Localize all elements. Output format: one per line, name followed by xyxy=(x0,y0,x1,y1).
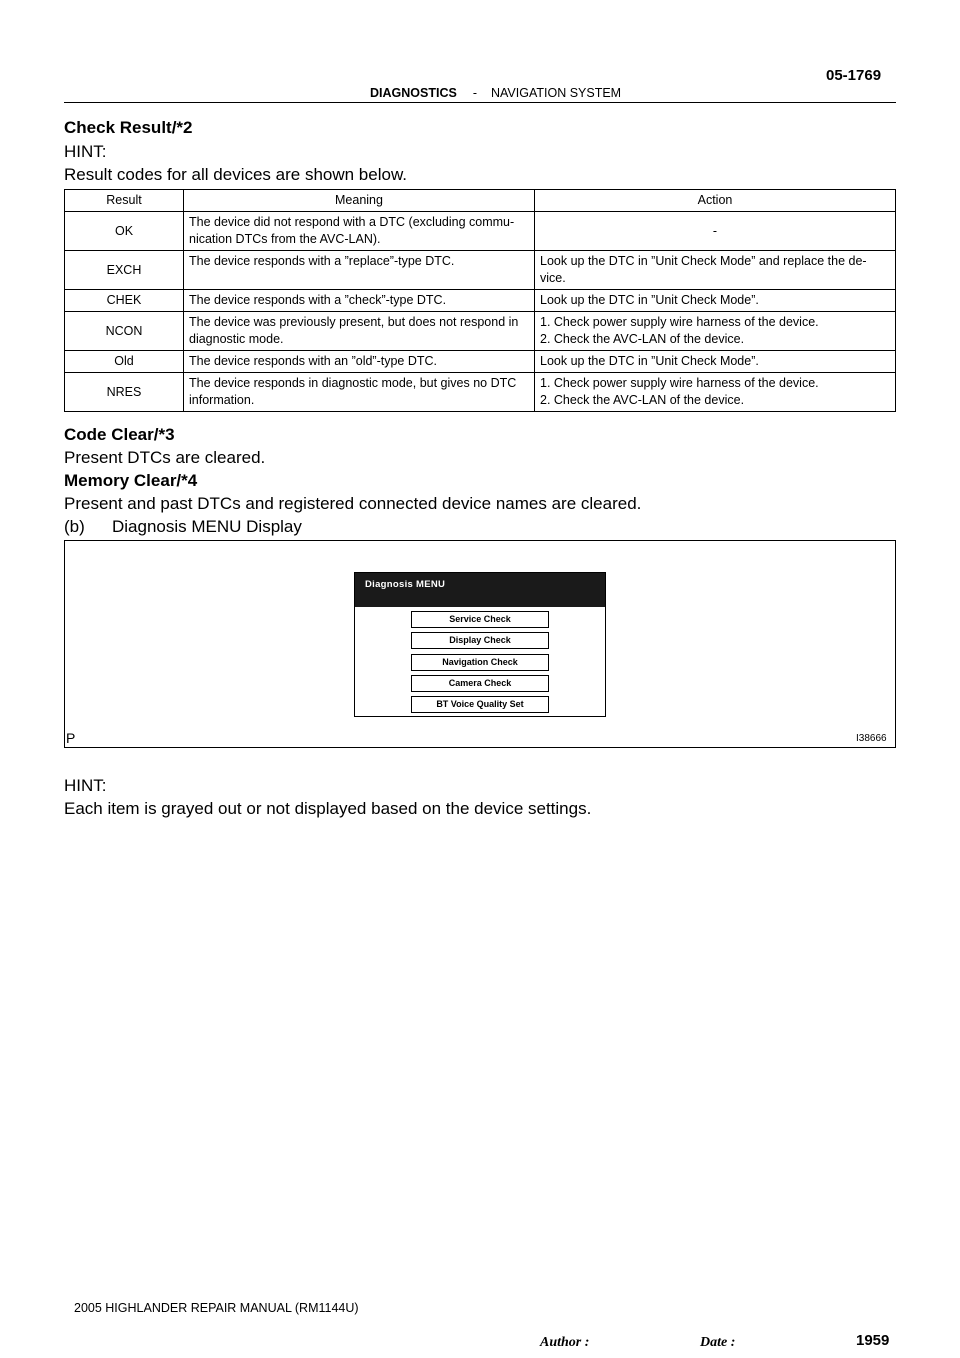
check-result-intro: Result codes for all devices are shown below. xyxy=(64,165,408,184)
action-line: 2. Check the AVC-LAN of the device. xyxy=(540,393,745,407)
table-row xyxy=(65,373,896,412)
meaning-line: The device responds with an ”old”-type DTC. xyxy=(189,354,438,368)
action-cell xyxy=(535,312,896,351)
meaning-line: diagnostic mode. xyxy=(189,332,284,346)
hint2-text: Each item is grayed out or not displayed based on the device settings. xyxy=(64,799,592,818)
action-cell xyxy=(535,251,896,290)
action-line: - xyxy=(712,223,718,238)
result-code: OK xyxy=(65,212,184,251)
footer-date: Date : xyxy=(700,1335,736,1350)
diagnosis-menu-screen xyxy=(354,572,606,717)
action-line: Look up the DTC in ”Unit Check Mode”. xyxy=(540,293,759,307)
table-row xyxy=(65,351,896,373)
action-line: 1. Check power supply wire harness of the device. xyxy=(540,376,819,390)
section-header xyxy=(370,86,621,100)
table-header-row xyxy=(65,190,896,212)
result-codes-table xyxy=(64,189,896,412)
navigation-check-button[interactable]: Navigation Check xyxy=(411,654,549,671)
memory-clear-text: Present and past DTCs and registered connected device names are cleared. xyxy=(64,494,642,513)
meaning-cell xyxy=(184,251,535,290)
table-row xyxy=(65,212,896,251)
action-cell xyxy=(535,212,896,251)
footer-author: Author : xyxy=(540,1335,590,1350)
meaning-line: nication DTCs from the AVC-LAN). xyxy=(189,232,381,246)
meaning-line: The device responds with a ”check”-type DTC. xyxy=(189,293,447,307)
meaning-cell xyxy=(184,290,535,312)
memory-clear-title: Memory Clear/*4 xyxy=(64,471,198,490)
check-result-title: Check Result/*2 xyxy=(64,118,193,137)
action-line: 2. Check the AVC-LAN of the device. xyxy=(540,332,745,346)
result-code: NCON xyxy=(65,312,184,351)
subsection-name: NAVIGATION SYSTEM xyxy=(490,86,622,100)
step-b-label: (b) xyxy=(64,517,85,536)
footer-manual: 2005 HIGHLANDER REPAIR MANUAL (RM1144U) xyxy=(74,1301,359,1315)
column-header: Action xyxy=(535,190,896,212)
screen-title: Diagnosis MENU xyxy=(365,579,446,590)
table-row xyxy=(65,312,896,351)
action-line: vice. xyxy=(540,271,566,285)
meaning-cell xyxy=(184,373,535,412)
result-code: CHEK xyxy=(65,290,184,312)
result-code: Old xyxy=(65,351,184,373)
figure-id: I38666 xyxy=(856,733,887,744)
action-line: 1. Check power supply wire harness of the device. xyxy=(540,315,819,329)
result-code: NRES xyxy=(65,373,184,412)
code-clear-title: Code Clear/*3 xyxy=(64,425,175,444)
service-check-button[interactable]: Service Check xyxy=(411,611,549,628)
section-name: DIAGNOSTICS xyxy=(370,86,457,100)
figure-corner-mark: P xyxy=(66,730,76,746)
display-check-button[interactable]: Display Check xyxy=(411,632,549,649)
page-code: 05-1769 xyxy=(826,67,882,84)
page-number: 1959 xyxy=(856,1332,890,1349)
header-rule xyxy=(64,102,896,103)
meaning-line: The device was previously present, but does not respond in xyxy=(189,315,519,329)
meaning-cell xyxy=(184,212,535,251)
camera-check-button[interactable]: Camera Check xyxy=(411,675,549,692)
table-row xyxy=(65,251,896,290)
meaning-cell xyxy=(184,312,535,351)
bt-voice-quality-button[interactable]: BT Voice Quality Set xyxy=(411,696,549,713)
action-cell xyxy=(535,290,896,312)
meaning-line: The device did not respond with a DTC (excluding commu- xyxy=(189,215,515,229)
column-header: Meaning xyxy=(184,190,535,212)
table-row xyxy=(65,290,896,312)
action-line: Look up the DTC in ”Unit Check Mode”. xyxy=(540,354,759,368)
screen-title-bar xyxy=(355,573,605,607)
meaning-line: information. xyxy=(189,393,255,407)
hint-label: HINT: xyxy=(64,142,107,161)
result-code: EXCH xyxy=(65,251,184,290)
action-line: Look up the DTC in ”Unit Check Mode” and replace the de- xyxy=(540,254,867,268)
step-b-text: Diagnosis MENU Display xyxy=(112,517,302,536)
hint2-label: HINT: xyxy=(64,776,107,795)
meaning-line: The device responds with a ”replace”-type DTC. xyxy=(189,254,455,268)
action-cell xyxy=(535,373,896,412)
meaning-cell xyxy=(184,351,535,373)
meaning-line: The device responds in diagnostic mode, but gives no DTC xyxy=(189,376,517,390)
section-separator: - xyxy=(472,86,477,100)
code-clear-text: Present DTCs are cleared. xyxy=(64,448,266,467)
column-header: Result xyxy=(65,190,184,212)
action-cell xyxy=(535,351,896,373)
